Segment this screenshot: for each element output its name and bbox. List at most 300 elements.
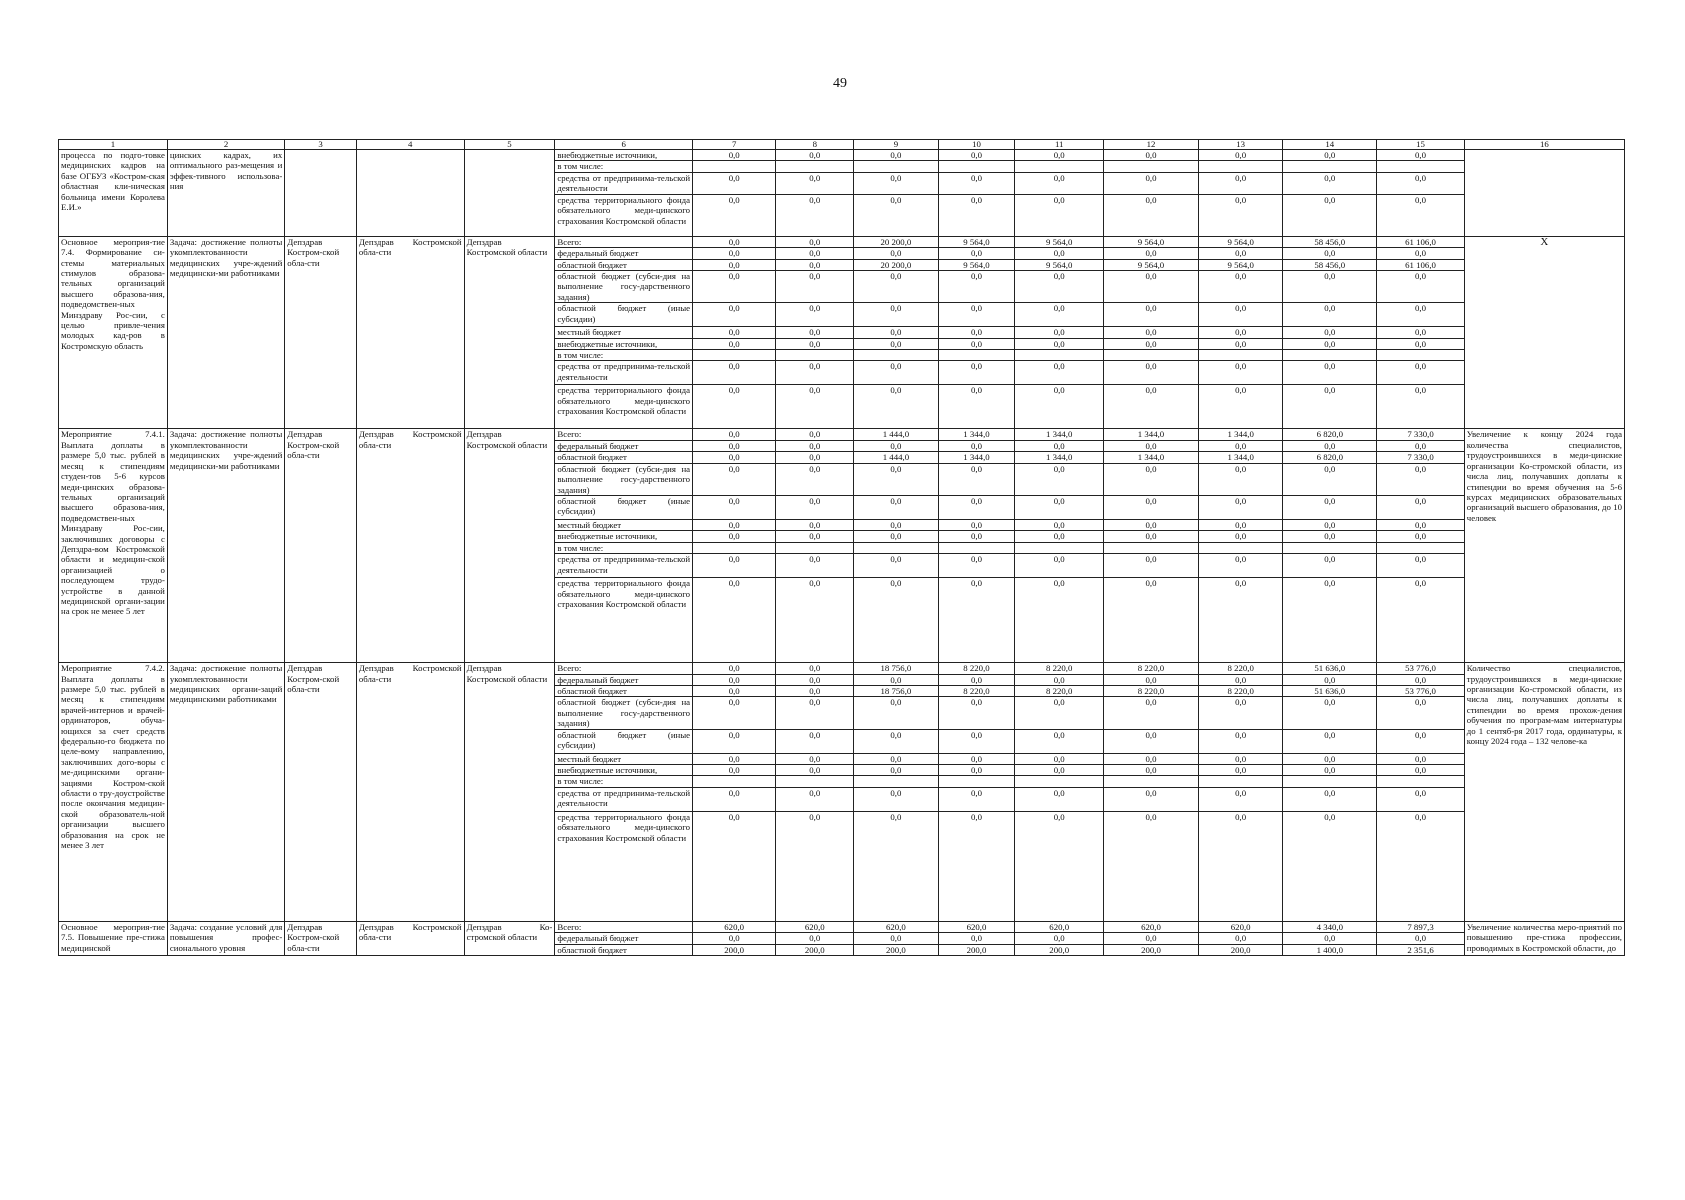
amount-cell-col-13: 0,0 [1199, 248, 1283, 259]
amount-cell-col-9: 0,0 [854, 811, 938, 921]
amount-cell-col-11: 0,0 [1015, 495, 1104, 519]
amount-cell-col-7: 0,0 [693, 697, 776, 729]
amount-cell-col-10: 620,0 [938, 921, 1015, 932]
amount-cell-col-10: 1 344,0 [938, 452, 1015, 463]
amount-cell-col-11: 0,0 [1015, 578, 1104, 663]
amount-cell-col-7: 0,0 [693, 194, 776, 236]
amount-cell-col-11: 8 220,0 [1015, 685, 1104, 696]
amount-cell-col-9: 0,0 [854, 327, 938, 338]
column-number-16: 16 [1464, 140, 1624, 150]
amount-cell-col-9: 18 756,0 [854, 685, 938, 696]
amount-cell-col-7: 0,0 [693, 259, 776, 270]
amount-cell-col-12: 0,0 [1104, 578, 1199, 663]
amount-cell-col-7 [693, 161, 776, 172]
amount-cell-col-9 [854, 542, 938, 553]
amount-cell-col-9 [854, 350, 938, 361]
amount-cell-col-13: 9 564,0 [1199, 259, 1283, 270]
amount-cell-col-13: 1 344,0 [1199, 429, 1283, 440]
amount-cell-col-9: 0,0 [854, 385, 938, 429]
amount-cell-col-10: 0,0 [938, 303, 1015, 327]
executor-cell [356, 150, 464, 237]
amount-cell-col-15: 0,0 [1377, 194, 1465, 236]
amount-cell-col-8: 0,0 [776, 697, 854, 729]
task-cell: Задача: создание условий для повышения профес-сионального уровня [167, 921, 284, 955]
amount-cell-col-15: 53 776,0 [1377, 663, 1465, 674]
financing-table [58, 139, 1625, 956]
amount-cell-col-9: 0,0 [854, 338, 938, 349]
amount-cell-col-14: 0,0 [1283, 303, 1377, 327]
amount-cell-col-14: 0,0 [1283, 578, 1377, 663]
amount-cell-col-9: 1 444,0 [854, 429, 938, 440]
column-number-2: 2 [167, 140, 284, 150]
amount-cell-col-8: 0,0 [776, 440, 854, 451]
amount-cell-col-11: 0,0 [1015, 361, 1104, 385]
amount-cell-col-13: 0,0 [1199, 933, 1283, 944]
amount-cell-col-9: 0,0 [854, 519, 938, 530]
amount-cell-col-14: 0,0 [1283, 385, 1377, 429]
amount-cell-col-11: 0,0 [1015, 554, 1104, 578]
amount-cell-col-11 [1015, 350, 1104, 361]
expected-result-cell: X [1464, 236, 1624, 429]
amount-cell-col-8: 0,0 [776, 519, 854, 530]
amount-cell-col-8: 0,0 [776, 271, 854, 303]
amount-cell-col-12: 620,0 [1104, 921, 1199, 932]
amount-cell-col-15: 7 897,3 [1377, 921, 1465, 932]
amount-cell-col-10: 0,0 [938, 440, 1015, 451]
amount-cell-col-13 [1199, 542, 1283, 553]
amount-cell-col-15 [1377, 350, 1465, 361]
column-number-1: 1 [59, 140, 168, 150]
amount-cell-col-14: 0,0 [1283, 338, 1377, 349]
funding-source-cell: Всего: [555, 921, 693, 932]
amount-cell-col-13: 0,0 [1199, 338, 1283, 349]
amount-cell-col-11: 0,0 [1015, 463, 1104, 495]
funding-source-cell: средства территориального фонда обязательного меди-цинского страхования Костромской области [555, 194, 693, 236]
amount-cell-col-12: 1 344,0 [1104, 429, 1199, 440]
amount-cell-col-13: 0,0 [1199, 361, 1283, 385]
amount-cell-col-12: 0,0 [1104, 811, 1199, 921]
amount-cell-col-15: 0,0 [1377, 248, 1465, 259]
amount-cell-col-11 [1015, 161, 1104, 172]
funding-source-cell: средства территориального фонда обязательного меди-цинского страхования Костромской области [555, 578, 693, 663]
amount-cell-col-10: 0,0 [938, 674, 1015, 685]
amount-cell-col-9: 0,0 [854, 150, 938, 161]
amount-cell-col-13: 8 220,0 [1199, 685, 1283, 696]
amount-cell-col-10: 9 564,0 [938, 236, 1015, 247]
amount-cell-col-13: 0,0 [1199, 495, 1283, 519]
funding-source-cell: областной бюджет [555, 259, 693, 270]
expected-result-cell: Увеличение количества меро-приятий по повышению пре-стижа профессии, проводимых в Костромской области, до [1464, 921, 1624, 955]
amount-cell-col-12: 0,0 [1104, 440, 1199, 451]
column-number-13: 13 [1199, 140, 1283, 150]
amount-cell-col-9: 0,0 [854, 303, 938, 327]
amount-cell-col-12: 0,0 [1104, 933, 1199, 944]
amount-cell-col-14: 58 456,0 [1283, 259, 1377, 270]
amount-cell-col-8: 0,0 [776, 303, 854, 327]
amount-cell-col-8: 0,0 [776, 753, 854, 764]
amount-cell-col-7 [693, 350, 776, 361]
amount-cell-col-15: 53 776,0 [1377, 685, 1465, 696]
amount-cell-col-12: 9 564,0 [1104, 236, 1199, 247]
amount-cell-col-7 [693, 542, 776, 553]
expected-result-cell: Количество специалистов, трудоустроившихся в меди-цинские организации Ко-стромской области, из числа лиц, получавших доплаты к стипендии во время прохож-дения обучения по програм-мам интернатуры до 1 сентяб-ря 2017 года, ординатуры, к концу 2024 года – 132 челове-ка [1464, 663, 1624, 922]
amount-cell-col-13: 0,0 [1199, 150, 1283, 161]
amount-cell-col-12: 0,0 [1104, 327, 1199, 338]
amount-cell-col-10: 0,0 [938, 753, 1015, 764]
amount-cell-col-8: 0,0 [776, 495, 854, 519]
amount-cell-col-14: 0,0 [1283, 674, 1377, 685]
amount-cell-col-9: 0,0 [854, 361, 938, 385]
amount-cell-col-10: 0,0 [938, 578, 1015, 663]
amount-cell-col-8: 0,0 [776, 361, 854, 385]
amount-cell-col-14: 0,0 [1283, 764, 1377, 775]
amount-cell-col-12 [1104, 161, 1199, 172]
amount-cell-col-11: 0,0 [1015, 531, 1104, 542]
amount-cell-col-10: 0,0 [938, 495, 1015, 519]
amount-cell-col-13: 0,0 [1199, 554, 1283, 578]
amount-cell-col-14: 0,0 [1283, 519, 1377, 530]
executor-cell: Депздрав Костромской обла-сти [356, 236, 464, 429]
amount-cell-col-8: 0,0 [776, 463, 854, 495]
amount-cell-col-13: 0,0 [1199, 729, 1283, 753]
amount-cell-col-15: 0,0 [1377, 811, 1465, 921]
amount-cell-col-9: 200,0 [854, 944, 938, 955]
executor-cell: Депздрав Костромской обла-сти [356, 663, 464, 922]
funding-source-cell: областной бюджет (иные субсидии) [555, 729, 693, 753]
amount-cell-col-10: 0,0 [938, 361, 1015, 385]
amount-cell-col-14: 51 636,0 [1283, 685, 1377, 696]
amount-cell-col-12: 0,0 [1104, 194, 1199, 236]
amount-cell-col-9: 0,0 [854, 753, 938, 764]
amount-cell-col-14: 4 340,0 [1283, 921, 1377, 932]
amount-cell-col-13: 0,0 [1199, 697, 1283, 729]
amount-cell-col-11 [1015, 776, 1104, 787]
amount-cell-col-10: 0,0 [938, 248, 1015, 259]
amount-cell-col-9: 18 756,0 [854, 663, 938, 674]
amount-cell-col-10 [938, 161, 1015, 172]
amount-cell-col-14 [1283, 776, 1377, 787]
amount-cell-col-11: 8 220,0 [1015, 663, 1104, 674]
amount-cell-col-15: 0,0 [1377, 338, 1465, 349]
page-number: 49 [833, 76, 847, 91]
amount-cell-col-7: 0,0 [693, 271, 776, 303]
amount-cell-col-9: 0,0 [854, 440, 938, 451]
amount-cell-col-11: 200,0 [1015, 944, 1104, 955]
amount-cell-col-14: 0,0 [1283, 554, 1377, 578]
amount-cell-col-14 [1283, 542, 1377, 553]
amount-cell-col-12: 9 564,0 [1104, 259, 1199, 270]
funding-source-cell: внебюджетные источники, [555, 764, 693, 775]
task-cell: Задача: достижение полноты укомплектованности медицинских органи-заций медицинскими работниками [167, 663, 284, 922]
amount-cell-col-8: 0,0 [776, 248, 854, 259]
amount-cell-col-13: 200,0 [1199, 944, 1283, 955]
expected-result-cell: Увеличение к концу 2024 года количества специалистов, трудоустроившихся в меди-цинские организации Ко-стромской области, из числа лиц, получавших доплаты к стипендии во время обучения на 5-6 курсах медицинских образовательных организаций высшего образования, до 10 человек [1464, 429, 1624, 663]
amount-cell-col-8: 0,0 [776, 531, 854, 542]
amount-cell-col-14: 0,0 [1283, 463, 1377, 495]
amount-cell-col-14: 51 636,0 [1283, 663, 1377, 674]
column-number-8: 8 [776, 140, 854, 150]
amount-cell-col-11: 0,0 [1015, 385, 1104, 429]
measure-name-cell: Мероприятие 7.4.2. Выплата доплаты в размере 5,0 тыс. рублей в месяц к стипендиям врачей-интернов и врачей-ординаторов, обуча-ющихся за счет средств федерально-го бюджета по целе-вому направлению, заключивших дого-воры с ме-дицинскими органи-зациями Костром-ской области о тру-доустройстве после окончания медицин-ской образователь-ной организации высшего образования на срок не менее 3 лет [59, 663, 168, 922]
amount-cell-col-7: 200,0 [693, 944, 776, 955]
amount-cell-col-12: 0,0 [1104, 729, 1199, 753]
amount-cell-col-10: 0,0 [938, 194, 1015, 236]
measure-name-cell: Мероприятие 7.4.1. Выплата доплаты в размере 5,0 тыс. рублей в месяц к стипендиям студен-тов 5-6 курсов меди-цинских образова-тельных организаций высшего образова-ния, подведомствен-ных Минздраву Рос-сии, заключивших договоры с Депздра-вом Костромской области и медицин-ской организацией о последующем трудо-устройстве в данной медицинской органи-зации на срок не менее 5 лет [59, 429, 168, 663]
amount-cell-col-12: 0,0 [1104, 150, 1199, 161]
amount-cell-col-10: 0,0 [938, 338, 1015, 349]
amount-cell-col-10: 0,0 [938, 172, 1015, 194]
amount-cell-col-11: 0,0 [1015, 303, 1104, 327]
amount-cell-col-11: 0,0 [1015, 697, 1104, 729]
amount-cell-col-8: 0,0 [776, 729, 854, 753]
amount-cell-col-14: 0,0 [1283, 150, 1377, 161]
amount-cell-col-11: 1 344,0 [1015, 429, 1104, 440]
amount-cell-col-12: 0,0 [1104, 674, 1199, 685]
column-number-4: 4 [356, 140, 464, 150]
amount-cell-col-9: 1 444,0 [854, 452, 938, 463]
amount-cell-col-8 [776, 776, 854, 787]
amount-cell-col-10: 0,0 [938, 787, 1015, 811]
task-cell: цинских кадрах, их оптимального раз-мещения и эффек-тивного использова-ния [167, 150, 284, 237]
amount-cell-col-13: 0,0 [1199, 519, 1283, 530]
amount-cell-col-7: 0,0 [693, 150, 776, 161]
amount-cell-col-15: 0,0 [1377, 578, 1465, 663]
funding-source-cell: областной бюджет (субси-дия на выполнение госу-дарственного задания) [555, 697, 693, 729]
amount-cell-col-11: 0,0 [1015, 811, 1104, 921]
amount-cell-col-13: 0,0 [1199, 172, 1283, 194]
task-cell: Задача: достижение полноты укомплектованности медицинских учре-ждений медицински-ми работниками [167, 236, 284, 429]
coordinator-cell: Депздрав Костром-ской обла-сти [285, 921, 357, 955]
amount-cell-col-13: 0,0 [1199, 787, 1283, 811]
amount-cell-col-14 [1283, 350, 1377, 361]
funding-source-cell: областной бюджет [555, 452, 693, 463]
amount-cell-col-15: 0,0 [1377, 303, 1465, 327]
amount-cell-col-11: 0,0 [1015, 440, 1104, 451]
amount-cell-col-15 [1377, 161, 1465, 172]
amount-cell-col-14: 0,0 [1283, 248, 1377, 259]
amount-cell-col-8: 0,0 [776, 452, 854, 463]
amount-cell-col-14: 0,0 [1283, 327, 1377, 338]
amount-cell-col-8 [776, 161, 854, 172]
amount-cell-col-13: 0,0 [1199, 753, 1283, 764]
amount-cell-col-15: 0,0 [1377, 933, 1465, 944]
amount-cell-col-15: 0,0 [1377, 440, 1465, 451]
amount-cell-col-13: 0,0 [1199, 463, 1283, 495]
amount-cell-col-12: 1 344,0 [1104, 452, 1199, 463]
amount-cell-col-12: 200,0 [1104, 944, 1199, 955]
amount-cell-col-14: 0,0 [1283, 194, 1377, 236]
amount-cell-col-15 [1377, 542, 1465, 553]
amount-cell-col-11: 0,0 [1015, 933, 1104, 944]
amount-cell-col-15: 0,0 [1377, 327, 1465, 338]
amount-cell-col-12 [1104, 776, 1199, 787]
amount-cell-col-7: 0,0 [693, 248, 776, 259]
funding-source-cell: внебюджетные источники, [555, 150, 693, 161]
amount-cell-col-10: 0,0 [938, 519, 1015, 530]
column-number-row [59, 140, 1625, 150]
amount-cell-col-10: 0,0 [938, 271, 1015, 303]
amount-cell-col-7: 0,0 [693, 429, 776, 440]
amount-cell-col-10: 1 344,0 [938, 429, 1015, 440]
amount-cell-col-8: 0,0 [776, 194, 854, 236]
amount-cell-col-12: 8 220,0 [1104, 663, 1199, 674]
amount-cell-col-11: 0,0 [1015, 338, 1104, 349]
funding-source-cell: федеральный бюджет [555, 933, 693, 944]
amount-cell-col-13: 9 564,0 [1199, 236, 1283, 247]
amount-cell-col-15: 0,0 [1377, 531, 1465, 542]
amount-cell-col-7: 0,0 [693, 172, 776, 194]
amount-cell-col-10: 8 220,0 [938, 663, 1015, 674]
amount-cell-col-9: 0,0 [854, 697, 938, 729]
amount-cell-col-14: 0,0 [1283, 729, 1377, 753]
amount-cell-col-11: 9 564,0 [1015, 236, 1104, 247]
amount-cell-col-9: 0,0 [854, 531, 938, 542]
amount-cell-col-13: 0,0 [1199, 531, 1283, 542]
amount-cell-col-7: 0,0 [693, 440, 776, 451]
column-number-9: 9 [854, 140, 938, 150]
amount-cell-col-7: 0,0 [693, 729, 776, 753]
table-row [59, 429, 1625, 440]
amount-cell-col-12: 0,0 [1104, 303, 1199, 327]
amount-cell-col-7: 0,0 [693, 531, 776, 542]
amount-cell-col-9: 20 200,0 [854, 259, 938, 270]
amount-cell-col-11: 0,0 [1015, 271, 1104, 303]
amount-cell-col-8: 0,0 [776, 338, 854, 349]
table-row [59, 236, 1625, 247]
amount-cell-col-7: 0,0 [693, 764, 776, 775]
amount-cell-col-8: 0,0 [776, 327, 854, 338]
amount-cell-col-7: 0,0 [693, 303, 776, 327]
amount-cell-col-8: 0,0 [776, 787, 854, 811]
funding-source-cell: средства территориального фонда обязательного меди-цинского страхования Костромской области [555, 385, 693, 429]
amount-cell-col-9: 0,0 [854, 674, 938, 685]
funding-source-cell: внебюджетные источники, [555, 531, 693, 542]
amount-cell-col-14: 1 400,0 [1283, 944, 1377, 955]
amount-cell-col-10: 0,0 [938, 150, 1015, 161]
amount-cell-col-14: 0,0 [1283, 753, 1377, 764]
amount-cell-col-12: 0,0 [1104, 338, 1199, 349]
funding-source-cell: в том числе: [555, 542, 693, 553]
amount-cell-col-9: 0,0 [854, 787, 938, 811]
amount-cell-col-10: 0,0 [938, 933, 1015, 944]
measure-name-cell: Основное мероприя-тие 7.5. Повышение пре-стижа медицинской [59, 921, 168, 955]
amount-cell-col-8: 0,0 [776, 259, 854, 270]
funding-source-cell: федеральный бюджет [555, 674, 693, 685]
amount-cell-col-15: 2 351,6 [1377, 944, 1465, 955]
amount-cell-col-8: 0,0 [776, 674, 854, 685]
amount-cell-col-13 [1199, 161, 1283, 172]
funding-source-cell: в том числе: [555, 161, 693, 172]
amount-cell-col-11 [1015, 542, 1104, 553]
column-number-6: 6 [555, 140, 693, 150]
amount-cell-col-13 [1199, 350, 1283, 361]
amount-cell-col-14: 6 820,0 [1283, 452, 1377, 463]
amount-cell-col-13: 8 220,0 [1199, 663, 1283, 674]
amount-cell-col-15: 0,0 [1377, 787, 1465, 811]
amount-cell-col-15: 7 330,0 [1377, 429, 1465, 440]
coordinator-cell: Депздрав Костром-ской обла-сти [285, 236, 357, 429]
amount-cell-col-12: 0,0 [1104, 554, 1199, 578]
coordinator-cell [285, 150, 357, 237]
amount-cell-col-7: 0,0 [693, 519, 776, 530]
amount-cell-col-9: 0,0 [854, 172, 938, 194]
amount-cell-col-7: 0,0 [693, 578, 776, 663]
funding-source-cell: средства от предпринима-тельской деятельности [555, 787, 693, 811]
amount-cell-col-9: 620,0 [854, 921, 938, 932]
executor-cell: Депздрав Костромской обла-сти [356, 921, 464, 955]
amount-cell-col-15: 0,0 [1377, 150, 1465, 161]
amount-cell-col-11: 0,0 [1015, 172, 1104, 194]
amount-cell-col-11: 9 564,0 [1015, 259, 1104, 270]
column-number-14: 14 [1283, 140, 1377, 150]
funding-source-cell: федеральный бюджет [555, 248, 693, 259]
funding-source-cell: средства территориального фонда обязательного меди-цинского страхования Костромской области [555, 811, 693, 921]
amount-cell-col-13: 0,0 [1199, 674, 1283, 685]
amount-cell-col-10: 0,0 [938, 327, 1015, 338]
amount-cell-col-11: 0,0 [1015, 787, 1104, 811]
amount-cell-col-9: 0,0 [854, 578, 938, 663]
amount-cell-col-11: 0,0 [1015, 194, 1104, 236]
amount-cell-col-10: 8 220,0 [938, 685, 1015, 696]
amount-cell-col-9: 0,0 [854, 463, 938, 495]
column-number-5: 5 [464, 140, 555, 150]
task-cell: Задача: достижение полноты укомплектованности медицинских учре-ждений медицински-ми работниками [167, 429, 284, 663]
coordinator-cell: Депздрав Костром-ской обла-сти [285, 663, 357, 922]
recipient-cell: Депздрав Костромской области [464, 663, 555, 922]
amount-cell-col-10: 0,0 [938, 729, 1015, 753]
amount-cell-col-12: 0,0 [1104, 463, 1199, 495]
amount-cell-col-15 [1377, 776, 1465, 787]
amount-cell-col-12: 0,0 [1104, 764, 1199, 775]
funding-source-cell: областной бюджет [555, 944, 693, 955]
amount-cell-col-7 [693, 776, 776, 787]
column-number-3: 3 [285, 140, 357, 150]
amount-cell-col-13: 0,0 [1199, 303, 1283, 327]
amount-cell-col-7: 0,0 [693, 327, 776, 338]
amount-cell-col-12: 0,0 [1104, 172, 1199, 194]
funding-source-cell: областной бюджет (иные субсидии) [555, 495, 693, 519]
amount-cell-col-13: 0,0 [1199, 578, 1283, 663]
amount-cell-col-14: 0,0 [1283, 440, 1377, 451]
funding-source-cell: Всего: [555, 663, 693, 674]
amount-cell-col-13: 1 344,0 [1199, 452, 1283, 463]
amount-cell-col-12: 0,0 [1104, 361, 1199, 385]
amount-cell-col-15: 0,0 [1377, 519, 1465, 530]
amount-cell-col-8 [776, 542, 854, 553]
amount-cell-col-8: 0,0 [776, 811, 854, 921]
funding-source-cell: областной бюджет (субси-дия на выполнение госу-дарственного задания) [555, 271, 693, 303]
amount-cell-col-15: 0,0 [1377, 385, 1465, 429]
funding-source-cell: средства от предпринима-тельской деятельности [555, 554, 693, 578]
funding-source-cell: средства от предпринима-тельской деятельности [555, 361, 693, 385]
amount-cell-col-11: 0,0 [1015, 753, 1104, 764]
amount-cell-col-8: 0,0 [776, 933, 854, 944]
amount-cell-col-14: 0,0 [1283, 933, 1377, 944]
amount-cell-col-12: 0,0 [1104, 271, 1199, 303]
column-number-7: 7 [693, 140, 776, 150]
amount-cell-col-15: 61 106,0 [1377, 236, 1465, 247]
amount-cell-col-15: 0,0 [1377, 729, 1465, 753]
amount-cell-col-11: 0,0 [1015, 248, 1104, 259]
column-number-15: 15 [1377, 140, 1465, 150]
amount-cell-col-11: 1 344,0 [1015, 452, 1104, 463]
amount-cell-col-13: 0,0 [1199, 194, 1283, 236]
amount-cell-col-8: 0,0 [776, 764, 854, 775]
amount-cell-col-11: 0,0 [1015, 729, 1104, 753]
amount-cell-col-10: 0,0 [938, 531, 1015, 542]
expected-result-cell [1464, 150, 1624, 237]
funding-source-cell: федеральный бюджет [555, 440, 693, 451]
